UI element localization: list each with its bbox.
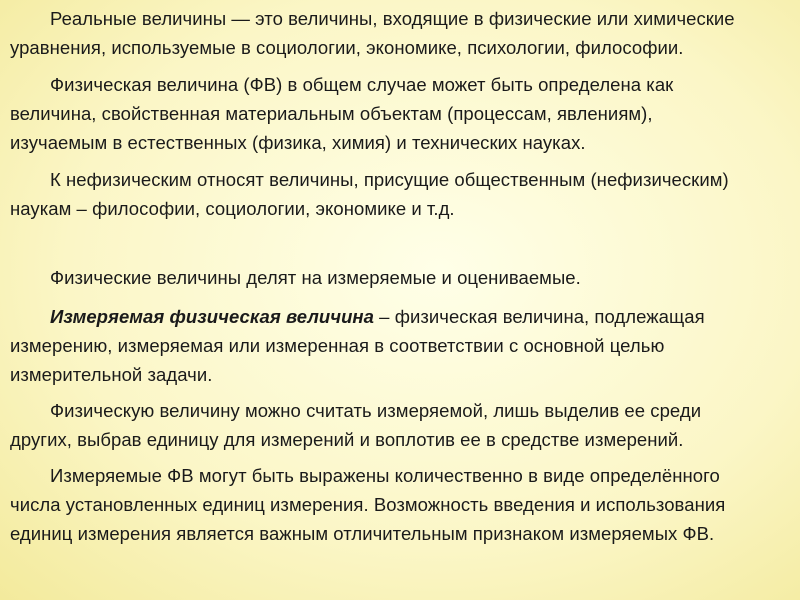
text-line: числа установленных единиц измерения. Возможность введения и использования: [10, 494, 726, 515]
text-line: измерению, измеряемая или измеренная в соответствии с основной целью: [10, 335, 665, 356]
text-line: К нефизическим относят величины, присущие общественным (нефизическим): [50, 169, 729, 190]
text-line: Физическую величину можно считать измеряемой, лишь выделив ее среди: [50, 400, 702, 421]
text-line: [10, 302, 788, 331]
paragraph-measurable-condition: [10, 396, 788, 454]
text-line: Физическая величина (ФВ) в общем случае может быть определена как: [50, 74, 674, 95]
definition-text: – физическая величина, подлежащая: [373, 306, 705, 327]
paragraph-measurable-vs-estimated: [10, 263, 788, 292]
defined-term: Измеряемая физическая величина: [50, 306, 374, 327]
text-line: изучаемым в естественных (физика, химия) и технических науках.: [10, 132, 586, 153]
paragraph-nonphysical-quantities: [10, 165, 788, 223]
text-line: уравнения, используемые в социологии, экономике, психологии, философии.: [10, 37, 684, 58]
text-line: величина, свойственная материальным объектам (процессам, явлениям),: [10, 103, 653, 124]
text-line: Физические величины делят на измеряемые и оцениваемые.: [50, 267, 581, 288]
text-line: наукам – философии, социологии, экономике и т.д.: [10, 198, 455, 219]
paragraph-real-quantities: [10, 4, 788, 62]
paragraph-quantitative-expression: [10, 461, 788, 548]
text-line: единиц измерения является важным отличительным признаком измеряемых ФВ.: [10, 523, 715, 544]
text-line: Измеряемые ФВ могут быть выражены количественно в виде определённого: [50, 465, 720, 486]
text-line: измерительной задачи.: [10, 364, 213, 385]
text-line: других, выбрав единицу для измерений и воплотив ее в средстве измерений.: [10, 429, 684, 450]
text-line: Реальные величины — это величины, входящие в физические или химические: [50, 8, 735, 29]
paragraph-physical-quantity-definition: [10, 70, 788, 157]
paragraph-measurable-quantity-definition: [10, 302, 788, 389]
